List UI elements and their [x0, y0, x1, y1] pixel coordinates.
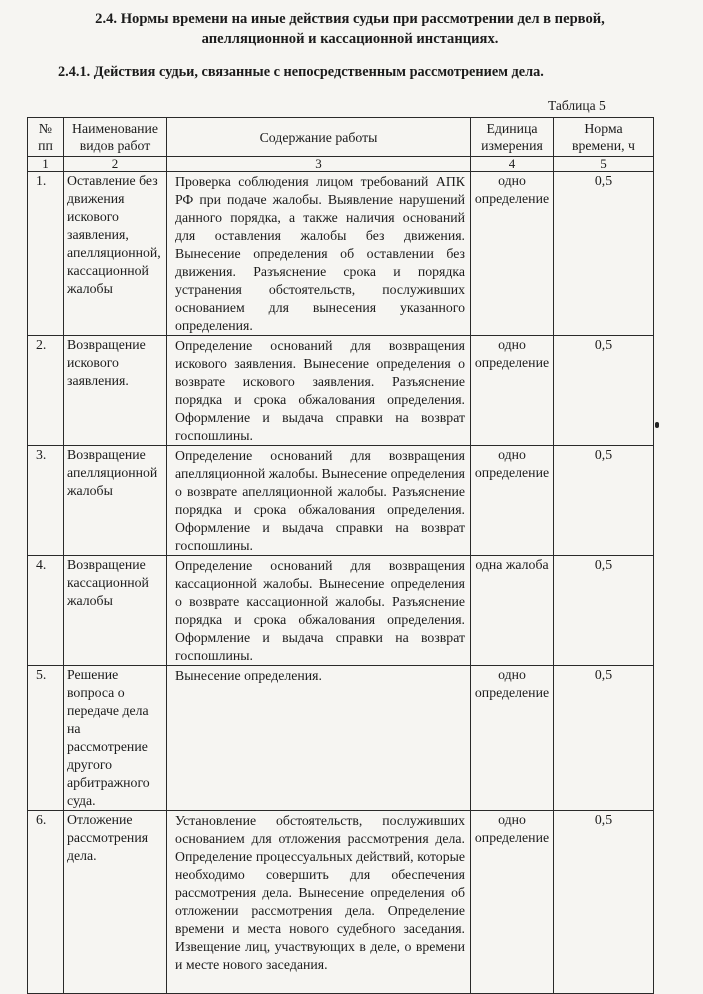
- row-unit: одно определение: [471, 666, 554, 811]
- index-cell: 3: [167, 157, 471, 172]
- row-num: 1.: [28, 172, 64, 336]
- row-num: 5.: [28, 666, 64, 811]
- index-cell: 5: [554, 157, 654, 172]
- table-row: [28, 172, 654, 336]
- row-norm: 0,5: [554, 172, 654, 336]
- table-row: [28, 666, 654, 811]
- row-num: 6.: [28, 811, 64, 994]
- row-work-name: Возвращение апелляционной жалобы: [64, 446, 167, 556]
- table-header-row: [28, 118, 654, 157]
- row-num: 3.: [28, 446, 64, 556]
- header-content: Содержание работы: [167, 118, 471, 157]
- row-norm: 0,5: [554, 556, 654, 666]
- row-num: 2.: [28, 336, 64, 446]
- row-norm: 0,5: [554, 811, 654, 994]
- section-title: 2.4. Нормы времени на иные действия судьи при рассмотрении дел в первой, апелляционной и кассационной инстанциях.: [95, 11, 605, 47]
- index-cell: 4: [471, 157, 554, 172]
- header-unit: Единица измерения: [471, 118, 554, 157]
- row-unit: одно определение: [471, 336, 554, 446]
- header-num: № пп: [28, 118, 64, 157]
- row-unit: одно определение: [471, 446, 554, 556]
- header-norm: Норма времени, ч: [554, 118, 654, 157]
- header-name: Наименование видов работ: [64, 118, 167, 157]
- row-work-name: Решение вопроса о передаче дела на рассмотрение другого арбитражного суда.: [64, 666, 167, 811]
- row-work-content: Вынесение определения.: [167, 666, 471, 811]
- row-work-name: Оставление без движения искового заявления, апелляционной, кассационной жалобы: [64, 172, 167, 336]
- row-work-content: Определение оснований для возвращения кассационной жалобы. Вынесение определения о возврате кассационной жалобы. Разъяснение порядка и срока обжалования определения. Оформление и выдача справки на возврат госпошлины.: [167, 556, 471, 666]
- row-work-name: Возвращение искового заявления.: [64, 336, 167, 446]
- row-work-content: Установление обстоятельств, послуживших основанием для отложения рассмотрения дела. Определение процессуальных действий, которые необходимо совершить для обеспечения рассмотрения дела. Вынесение определения об отложении рассмотрения дела. Определение времени и места нового судебного заседания. Извещение лиц, участвующих в деле, о времени и месте нового заседания.: [167, 811, 471, 994]
- row-work-content: Определение оснований для возвращения искового заявления. Вынесение определения о возврате искового заявления. Разъяснение порядка и срока обжалования определения. Оформление и выдача справки на возврат госпошлины.: [167, 336, 471, 446]
- table-row: [28, 446, 654, 556]
- row-norm: 0,5: [554, 666, 654, 811]
- row-work-content: Определение оснований для возвращения апелляционной жалобы. Вынесение определения о возврате апелляционной жалобы. Разъяснение порядка и срока обжалования определения. Оформление и выдача справки на возврат госпошлины.: [167, 446, 471, 556]
- row-work-name: Отложение рассмотрения дела.: [64, 811, 167, 994]
- row-num: 4.: [28, 556, 64, 666]
- table-caption: Таблица 5: [548, 98, 606, 113]
- row-norm: 0,5: [554, 336, 654, 446]
- work-norms-table: [27, 117, 654, 994]
- row-work-content: Проверка соблюдения лицом требований АПК РФ при подаче жалобы. Выявление нарушений данного порядка, а также наличия оснований для оставления жалобы без движения. Вынесение определения об оставлении без движения. Разъяснение срока и порядка устранения обстоятельств, послуживших основанием для вынесения указанного определения.: [167, 172, 471, 336]
- subsection-title: 2.4.1. Действия судьи, связанные с непосредственным рассмотрением дела.: [58, 64, 544, 80]
- row-norm: 0,5: [554, 446, 654, 556]
- table-row: [28, 336, 654, 446]
- index-cell: 1: [28, 157, 64, 172]
- index-cell: 2: [64, 157, 167, 172]
- table-index-row: [28, 157, 654, 172]
- row-work-name: Возвращение кассационной жалобы: [64, 556, 167, 666]
- row-unit: одно определение: [471, 172, 554, 336]
- table-row: [28, 556, 654, 666]
- scan-speck: [655, 422, 659, 428]
- table-row: [28, 811, 654, 994]
- row-unit: одна жалоба: [471, 556, 554, 666]
- row-unit: одно определение: [471, 811, 554, 994]
